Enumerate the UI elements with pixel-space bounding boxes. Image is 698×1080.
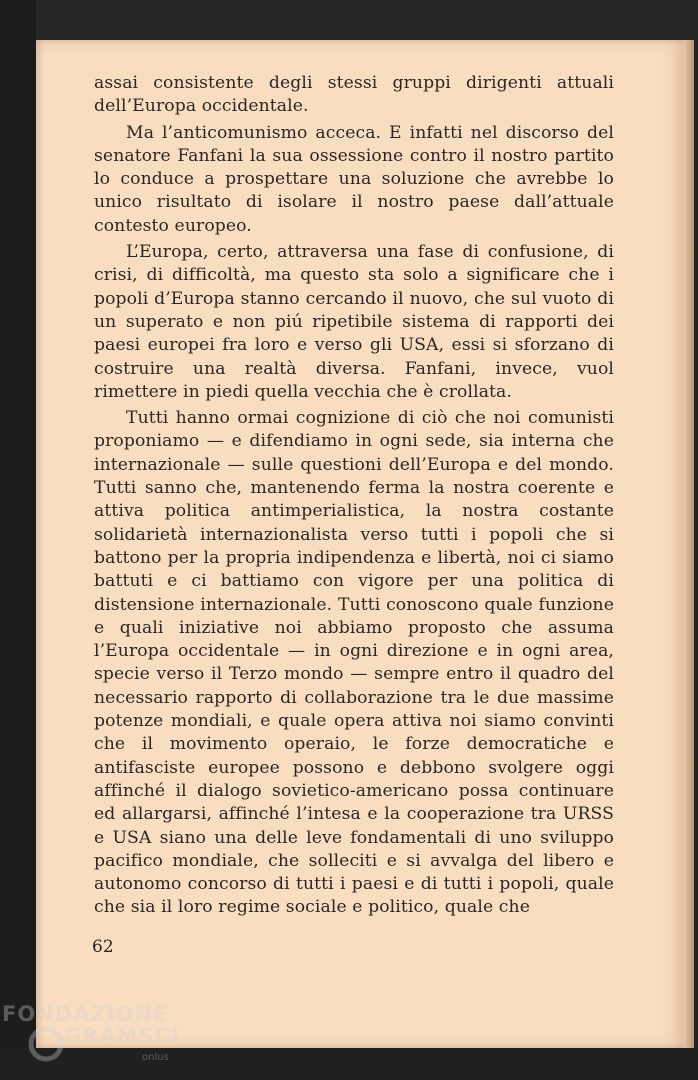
watermark-line2: GRAMSCI (64, 1024, 180, 1048)
scan-left-edge (0, 0, 36, 1080)
watermark (2, 1002, 192, 1078)
paragraph-europa: L’Europa, certo, attraversa una fase di confusione, di crisi, di difficoltà, ma questo sta solo a significare che i popoli d’Europa stanno cercando il nuovo, che sul vuoto di un superato e non piú ripetibile sistema di rapporti dei paesi europei fra loro e verso gli USA, essi si sforzano di costruire una realtà diversa. Fanfani, invece, vuol rimettere in piedi quella vecchia che è crollata. (94, 242, 614, 402)
body-text (94, 72, 614, 920)
paragraph-continuation: assai consistente degli stessi gruppi dirigenti attuali dell’Europa occidentale. (94, 73, 614, 117)
scan-top-edge (0, 0, 698, 40)
watermark-logo-icon (26, 1024, 66, 1064)
page-number: 62 (92, 937, 114, 957)
watermark-line3: onlus (142, 1052, 169, 1063)
paragraph-anticomunismo: Ma l’anticomunismo acceca. E infatti nel discorso del senatore Fanfani la sua ossessione contro il nostro partito lo conduce a prospettare una soluzione che avrebbe lo unico risultato di isolare il nostro paese dall’attuale contesto europeo. (94, 122, 614, 236)
paragraph-tutti: Tutti hanno ormai cognizione di ciò che noi comunisti proponiamo — e difendiamo in ogni sede, sia interna che internazionale — sulle questioni dell’Europa e del mondo. Tutti sanno che, mantenendo ferma la nostra coerente e attiva politica antimperialistica, la nostra costante solidarietà internazionalista verso tutti i popoli che si battono per la propria indipendenza e libertà, noi ci siamo battuti e ci battiamo con vigore per una politica di distensione internazionale. Tutti conoscono quale funzione e quali iniziative noi abbiamo proposto che assuma l’Europa occidentale — in ogni direzione e in ogni area, specie verso il Terzo mondo — sempre entro il quadro del necessario rapporto di collaborazione tra le due massime potenze mondiali, e quale opera attiva noi siamo convinti che il movimento operaio, le forze democratiche e antifasciste europee possono e debbono svolgere oggi affinché il dialogo sovietico-americano possa continuare ed allargarsi, affinché l’intesa e la cooperazione tra URSS e USA siano una delle leve fondamentali di uno sviluppo pacifico mondiale, che solleciti e si avvalga del libero e autonomo concorso di tutti i paesi e di tutti i popoli, quale che sia il loro regime sociale e politico, quale che (94, 408, 614, 918)
page-right-edge (684, 40, 694, 1048)
watermark-line1: FONDAZIONE (2, 1002, 169, 1026)
